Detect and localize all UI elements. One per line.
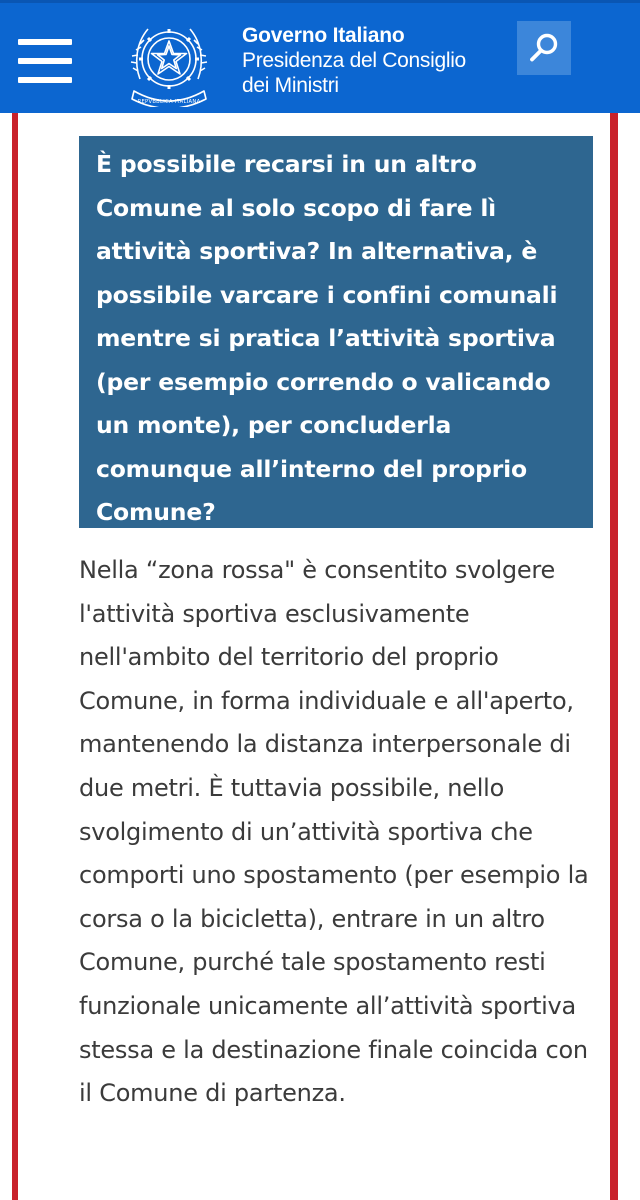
red-frame-right bbox=[610, 113, 618, 1200]
hamburger-menu-icon[interactable] bbox=[18, 39, 72, 83]
faq-question-box bbox=[79, 136, 593, 528]
brand-subtitle-line2: dei Ministri bbox=[242, 74, 339, 97]
brand-title-block[interactable] bbox=[242, 23, 466, 98]
search-button[interactable] bbox=[517, 21, 571, 75]
menu-bar bbox=[18, 39, 72, 45]
search-icon bbox=[517, 21, 571, 75]
menu-bar bbox=[18, 58, 72, 64]
italian-republic-emblem-icon[interactable] bbox=[128, 19, 210, 107]
faq-answer: Nella “zona rossa" è consentito svolgere l'attività sportiva esclusivamente nell'ambito del territorio del proprio Comune, in forma individuale e all'aperto, mantenendo la distanza interpersonale di due metri. È tuttavia possibile, nello svolgimento di un’attività sportiva che comporti uno spostamento (per esempio la corsa o la bicicletta), entrare in un altro Comune, purché tale spostamento resti funzionale unicamente all’attività sportiva stessa e la destinazione finale coincida con il Comune di partenza. bbox=[79, 556, 589, 1108]
emblem-ribbon-text: REPVBBLICA ITALIANA bbox=[137, 99, 201, 105]
brand-subtitle-line1: Presidenza del Consiglio bbox=[242, 49, 466, 72]
red-frame-left bbox=[12, 113, 18, 1200]
site-header bbox=[0, 0, 640, 113]
brand-title: Governo Italiano bbox=[242, 24, 405, 47]
menu-bar bbox=[18, 77, 72, 83]
faq-question: È possibile recarsi in un altro Comune al solo scopo di fare lì attività sportiva? In alternativa, è possibile varcare i confini comunali mentre si pratica l’attività sportiva (per esempio correndo o valicando un monte), per concluderla comunque all’interno del proprio Comune? bbox=[96, 150, 558, 526]
